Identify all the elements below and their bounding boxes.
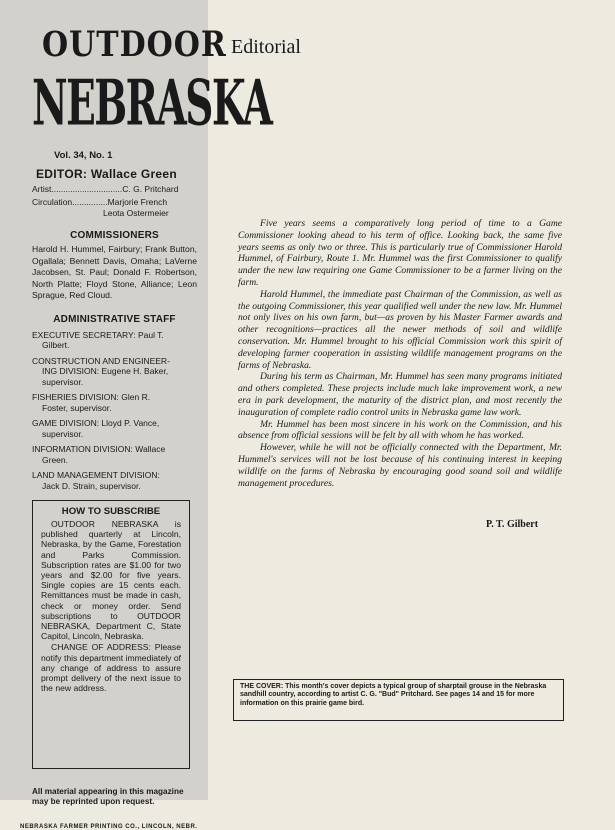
staff-item [32,392,197,413]
credit-value: Marjorie French [107,197,168,207]
logo-outdoor: OUTDOOR [42,24,227,66]
reprint-notice: All material appearing in this magazine may be reprinted upon request. [32,787,184,806]
staff-title: INFORMATION DIVISION: Wallace [32,444,166,455]
staff-item [32,444,197,465]
leader-dots: .............................. [51,184,123,194]
change-address-paragraph: CHANGE OF ADDRESS: Please notify this department immediately of any change of address to assure prompt delivery of the next issue to the new address. [41,642,181,694]
staff-title: FISHERIES DIVISION: Glen R. [32,392,151,403]
editorial-paragraph: Mr. Hummel has been most sincere in his work on the Commission, and his absence from official sessions will be felt by all with whom he has worked. [238,418,562,442]
subscribe-title: HOW TO SUBSCRIBE [61,506,161,517]
subscribe-box [32,500,190,769]
editor-line: EDITOR: Wallace Green [36,167,178,181]
commissioners-heading: COMMISSIONERS [70,230,159,241]
credit-extra: Leota Ostermeier [103,208,169,218]
staff-sub: Green. [42,454,68,465]
staff-item [32,418,197,439]
staff-sub: Foster, supervisor. [42,402,112,413]
staff-sub: Gilbert. [42,340,70,351]
credit-label: Circulation [32,197,73,207]
credit-value: C. G. Pritchard [122,184,179,194]
leader-dots: ............... [72,197,108,207]
credit-circulation [32,197,197,207]
logo-nebraska: NEBRASKA [32,65,272,140]
staff-item [32,470,197,491]
staff-item [32,356,197,388]
volume-number: Vol. 34, No. 1 [54,150,113,161]
staff-sub: ING DIVISION: Eugene H. Baker, supervisor. [42,366,169,387]
cover-note: THE COVER: This month's cover depicts a typical group of sharptail grouse in the Nebraska sandhill country, according to artist C. G. "Bud" Pritchard. See pages 14 and 15 for more information on this prairie game bird. [240,683,547,707]
staff-heading: ADMINISTRATIVE STAFF [53,313,176,325]
editorial-paragraph: Five years seems a comparatively long period of time to a Game Commissioner looking ahead to his term of office. Looking back, the same five years seems as only two or three. This is particularly true of Commissioner Harold Hummel, of Fairbury, Route 1. Mr. Hummel was the first Commissioner to qualify under the new law requiring one Game Commissioner to be a farmer living on the farm. [238,218,562,288]
credit-label: Artist [32,184,52,194]
staff-item [32,330,197,351]
printer-imprint: NEBRASKA FARMER PRINTING CO., LINCOLN, NEBR. [20,824,198,830]
editorial-paragraph: However, while he will not be officially connected with the Department, Mr. Hummel's services will not be lost because of his continuing interest in keeping wildlife on the farms of Nebraska by encouraging good sound soil and wildlife management procedures. [238,442,562,489]
cover-note-box [233,679,564,721]
editorial-body [238,218,562,489]
editorial-paragraph: Harold Hummel, the immediate past Chairman of the Commission, as well as the outgoing Commissioner, this year qualified well under the new law. Mr. Hummel not only lives on his own farm, but—as proven by his Master Farmer awards and other recognitions—practices all the newer methods of soil and wildlife conservation. Mr. Hummel brought to his official Commission work this spirit of developing farmer cooperation in assisting wildlife management programs on the farms of Nebraska. [238,288,562,371]
staff-title: LAND MANAGEMENT DIVISION: [32,470,160,481]
editorial-signature: P. T. Gilbert [486,519,539,530]
staff-title: CONSTRUCTION AND ENGINEER- [32,355,170,366]
editorial-paragraph: During his term as Chairman, Mr. Hummel has seen many programs initiated and others completed. These projects include much lake improvement work, a new era in park development, the maturity of the district plan, and most recently the inauguration of complete radio control units in Nebraska game law work. [238,371,562,418]
editorial-heading: Editorial [231,36,301,58]
staff-sub: Jack D. Strain, supervisor. [42,480,141,491]
commissioners-list: Harold H. Hummel, Fairbury; Frank Button, Ogallala; Bennett Davis, Omaha; LaVerne Jacobsen, St. Paul; Donald F. Robertson, North Platte; Floyd Stone, Alliance; Leon Sprague, Red Cloud. [32,244,197,301]
staff-sub: supervisor. [42,428,84,439]
credit-artist [32,184,197,194]
staff-title: EXECUTIVE SECRETARY: Paul T. [32,329,164,340]
subscribe-paragraph: OUTDOOR NEBRASKA is published quarterly at Lincoln, Nebraska, by the Game, Forestation and Parks Commission. Subscription rates are $1.00 for two years and $2.00 for five years. Single copies are 15 cents each. Remittances must be made in cash, check or money order. Send subscriptions to OUTDOOR NEBRASKA, Department C, State Capitol, Lincoln, Nebraska. [41,519,181,642]
subscribe-text [41,519,181,693]
staff-title: GAME DIVISION: Lloyd P. Vance, [32,418,160,429]
